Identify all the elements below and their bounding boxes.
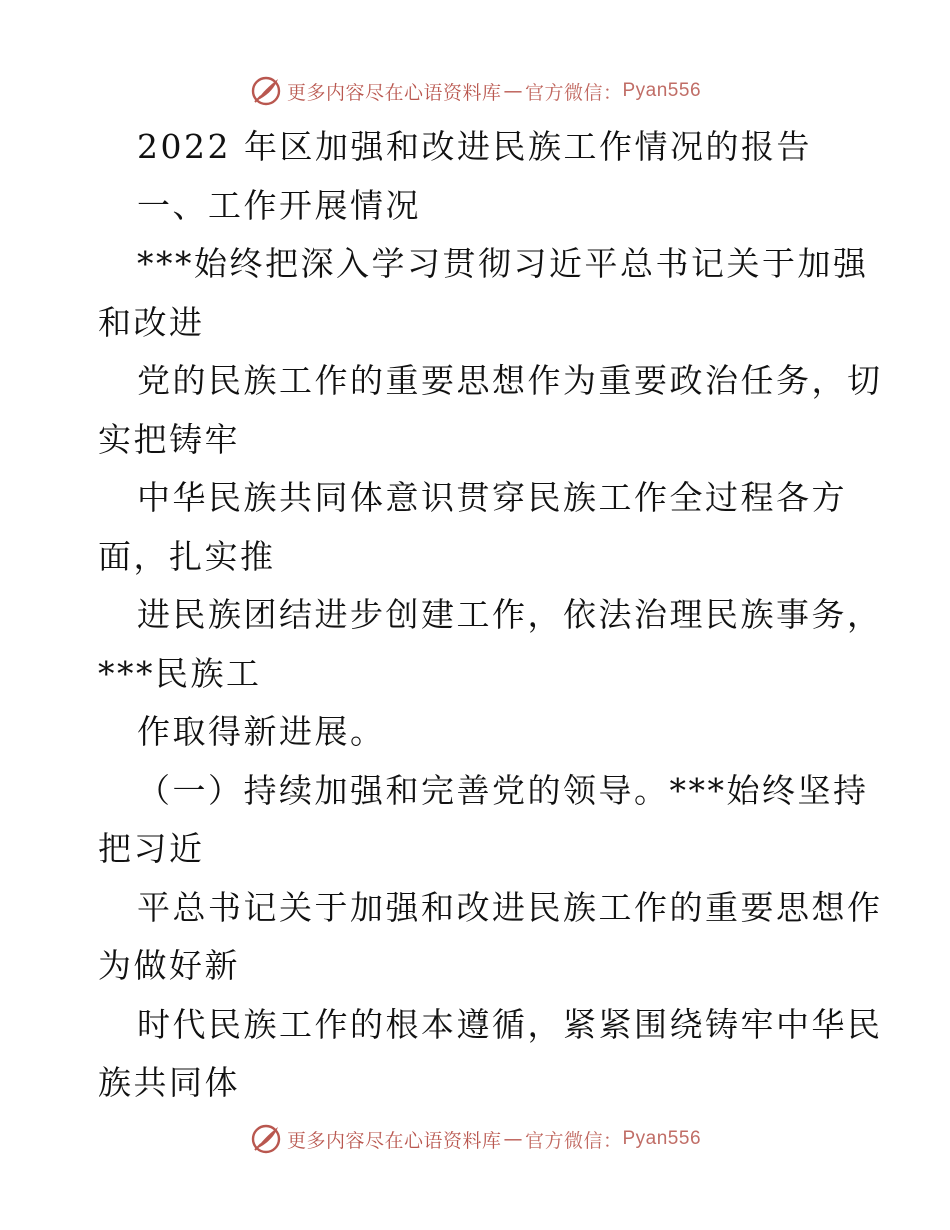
banner-separator: — xyxy=(503,80,523,102)
banner-wechat-label: 官方微信： xyxy=(524,1129,623,1152)
feather-pen-logo-icon xyxy=(249,1122,283,1156)
feather-pen-logo-icon xyxy=(249,74,283,108)
banner-separator: — xyxy=(503,1128,523,1150)
banner-site-text: 更多内容尽在心语资料库 xyxy=(286,81,502,104)
document-title: 2022 年区加强和改进民族工作情况的报告 xyxy=(137,127,812,166)
text-line: （一）持续加强和完善党的领导。***始终坚持 xyxy=(137,770,869,810)
text-line: 面，扎实推 xyxy=(98,536,276,576)
text-line: 一、工作开展情况 xyxy=(137,185,421,225)
text-line: 和改进 xyxy=(98,302,205,342)
text-line: 把习近 xyxy=(98,829,205,868)
header-watermark-banner xyxy=(0,71,950,111)
text-line: 党的民族工作的重要思想作为重要政治任务，切 xyxy=(137,361,883,400)
footer-watermark-banner xyxy=(0,1119,950,1159)
banner-site-text: 更多内容尽在心语资料库 xyxy=(286,1129,502,1152)
banner-wechat-id: Pyan556 xyxy=(622,80,702,101)
text-line: 平总书记关于加强和改进民族工作的重要思想作 xyxy=(137,887,883,927)
text-line: 族共同体 xyxy=(98,1063,240,1102)
text-line: 时代民族工作的根本遵循，紧紧围绕铸牢中华民 xyxy=(137,1004,883,1044)
text-line: 为做好新 xyxy=(98,946,240,985)
text-line: ***始终把深入学习贯彻习近平总书记关于加强 xyxy=(137,244,869,283)
text-line: 作取得新进展。 xyxy=(137,712,386,751)
document-body xyxy=(98,118,883,1113)
banner-wechat-id: Pyan556 xyxy=(622,1128,702,1149)
text-line: 实把铸牢 xyxy=(98,419,240,459)
banner-wechat-label: 官方微信： xyxy=(524,81,623,104)
text-line: 进民族团结进步创建工作，依法治理民族事务， xyxy=(137,595,883,634)
text-line: ***民族工 xyxy=(98,653,262,693)
text-line: 中华民族共同体意识贯穿民族工作全过程各方 xyxy=(137,478,847,517)
